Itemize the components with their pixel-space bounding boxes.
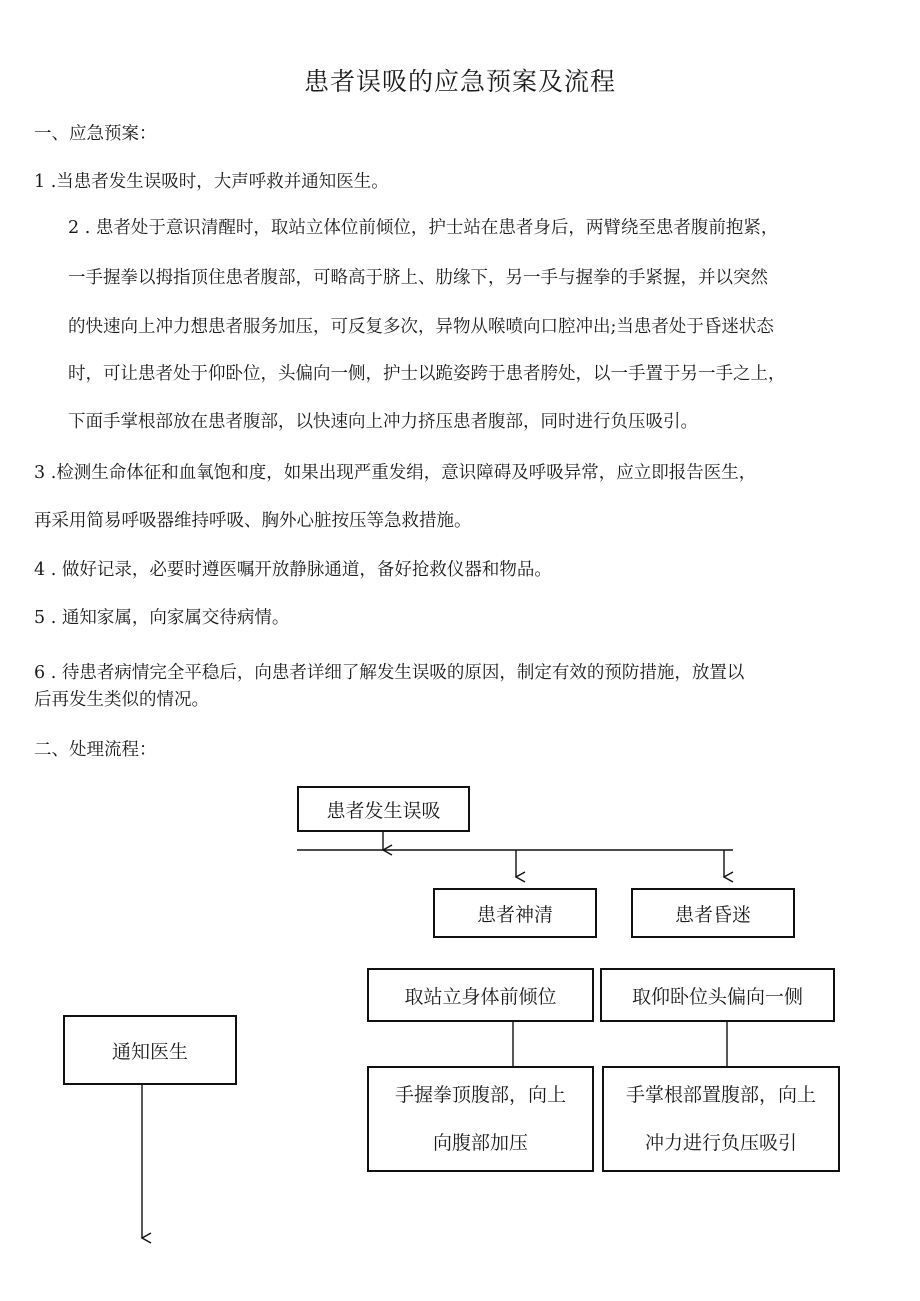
plan-item-3-line-2: 再采用简易呼吸器维持呼吸、胸外心脏按压等急救措施。 [34, 511, 472, 531]
flow-box-fist-abdominal-thrust [367, 1066, 594, 1172]
flow-box-palm-thrust-suction [602, 1066, 840, 1172]
palm-thrust-line-2: 冲力进行负压吸引 [644, 1132, 797, 1154]
section-heading-process-flow: 二、处理流程： [34, 740, 157, 760]
plan-item-2-line-4: 时，可让患者处于仰卧位，头偏向一侧，护士以跪姿跨于患者胯处，以一手置于另一手之上， [68, 364, 786, 384]
flow-box-patient-aspiration: 患者发生误吸 [297, 786, 470, 832]
plan-item-6-line-1: 6 . 待患者病情完全平稳后，向患者详细了解发生误吸的原因，制定有效的预防措施，放置以 [34, 663, 745, 683]
flow-box-supine-position: 取仰卧位头偏向一侧 [600, 968, 835, 1022]
plan-item-1: 1 .当患者发生误吸时，大声呼救并通知医生。 [34, 172, 389, 192]
plan-item-2-line-1: 2 . 患者处于意识清醒时，取站立体位前倾位，护士站在患者身后，两臂绕至患者腹前抱紧， [68, 218, 779, 238]
plan-item-6-line-2: 后再发生类似的情况。 [34, 690, 209, 710]
plan-item-2-line-2: 一手握拳以拇指顶住患者腹部，可略高于脐上、肋缘下，另一手与握拳的手紧握，并以突然 [68, 268, 768, 288]
section-heading-emergency-plan: 一、应急预案： [34, 124, 157, 144]
flow-box-notify-doctor: 通知医生 [63, 1015, 237, 1085]
flow-box-coma: 患者昏迷 [631, 888, 795, 938]
plan-item-2-line-3: 的快速向上冲力想患者服务加压，可反复多次，异物从喉喷向口腔冲出;当患者处于昏迷状态 [68, 317, 774, 337]
plan-item-4: 4 . 做好记录，必要时遵医嘱开放静脉通道，备好抢救仪器和物品。 [34, 560, 552, 580]
fist-thrust-line-1: 手握拳顶腹部，向上 [394, 1084, 566, 1106]
page-title: 患者误吸的应急预案及流程 [303, 67, 616, 96]
flow-box-conscious: 患者神清 [433, 888, 597, 938]
plan-item-5: 5 . 通知家属，向家属交待病情。 [34, 608, 290, 628]
plan-item-2-line-5: 下面手掌根部放在患者腹部，以快速向上冲力挤压患者腹部，同时进行负压吸引。 [68, 412, 698, 432]
palm-thrust-line-1: 手掌根部置腹部，向上 [625, 1084, 816, 1106]
fist-thrust-line-2: 向腹部加压 [432, 1132, 528, 1154]
plan-item-3-line-1: 3 .检测生命体征和血氧饱和度，如果出现严重发绢，意识障碍及呼吸异常，应立即报告医生， [34, 463, 757, 483]
flow-box-standing-position: 取站立身体前倾位 [367, 968, 594, 1022]
